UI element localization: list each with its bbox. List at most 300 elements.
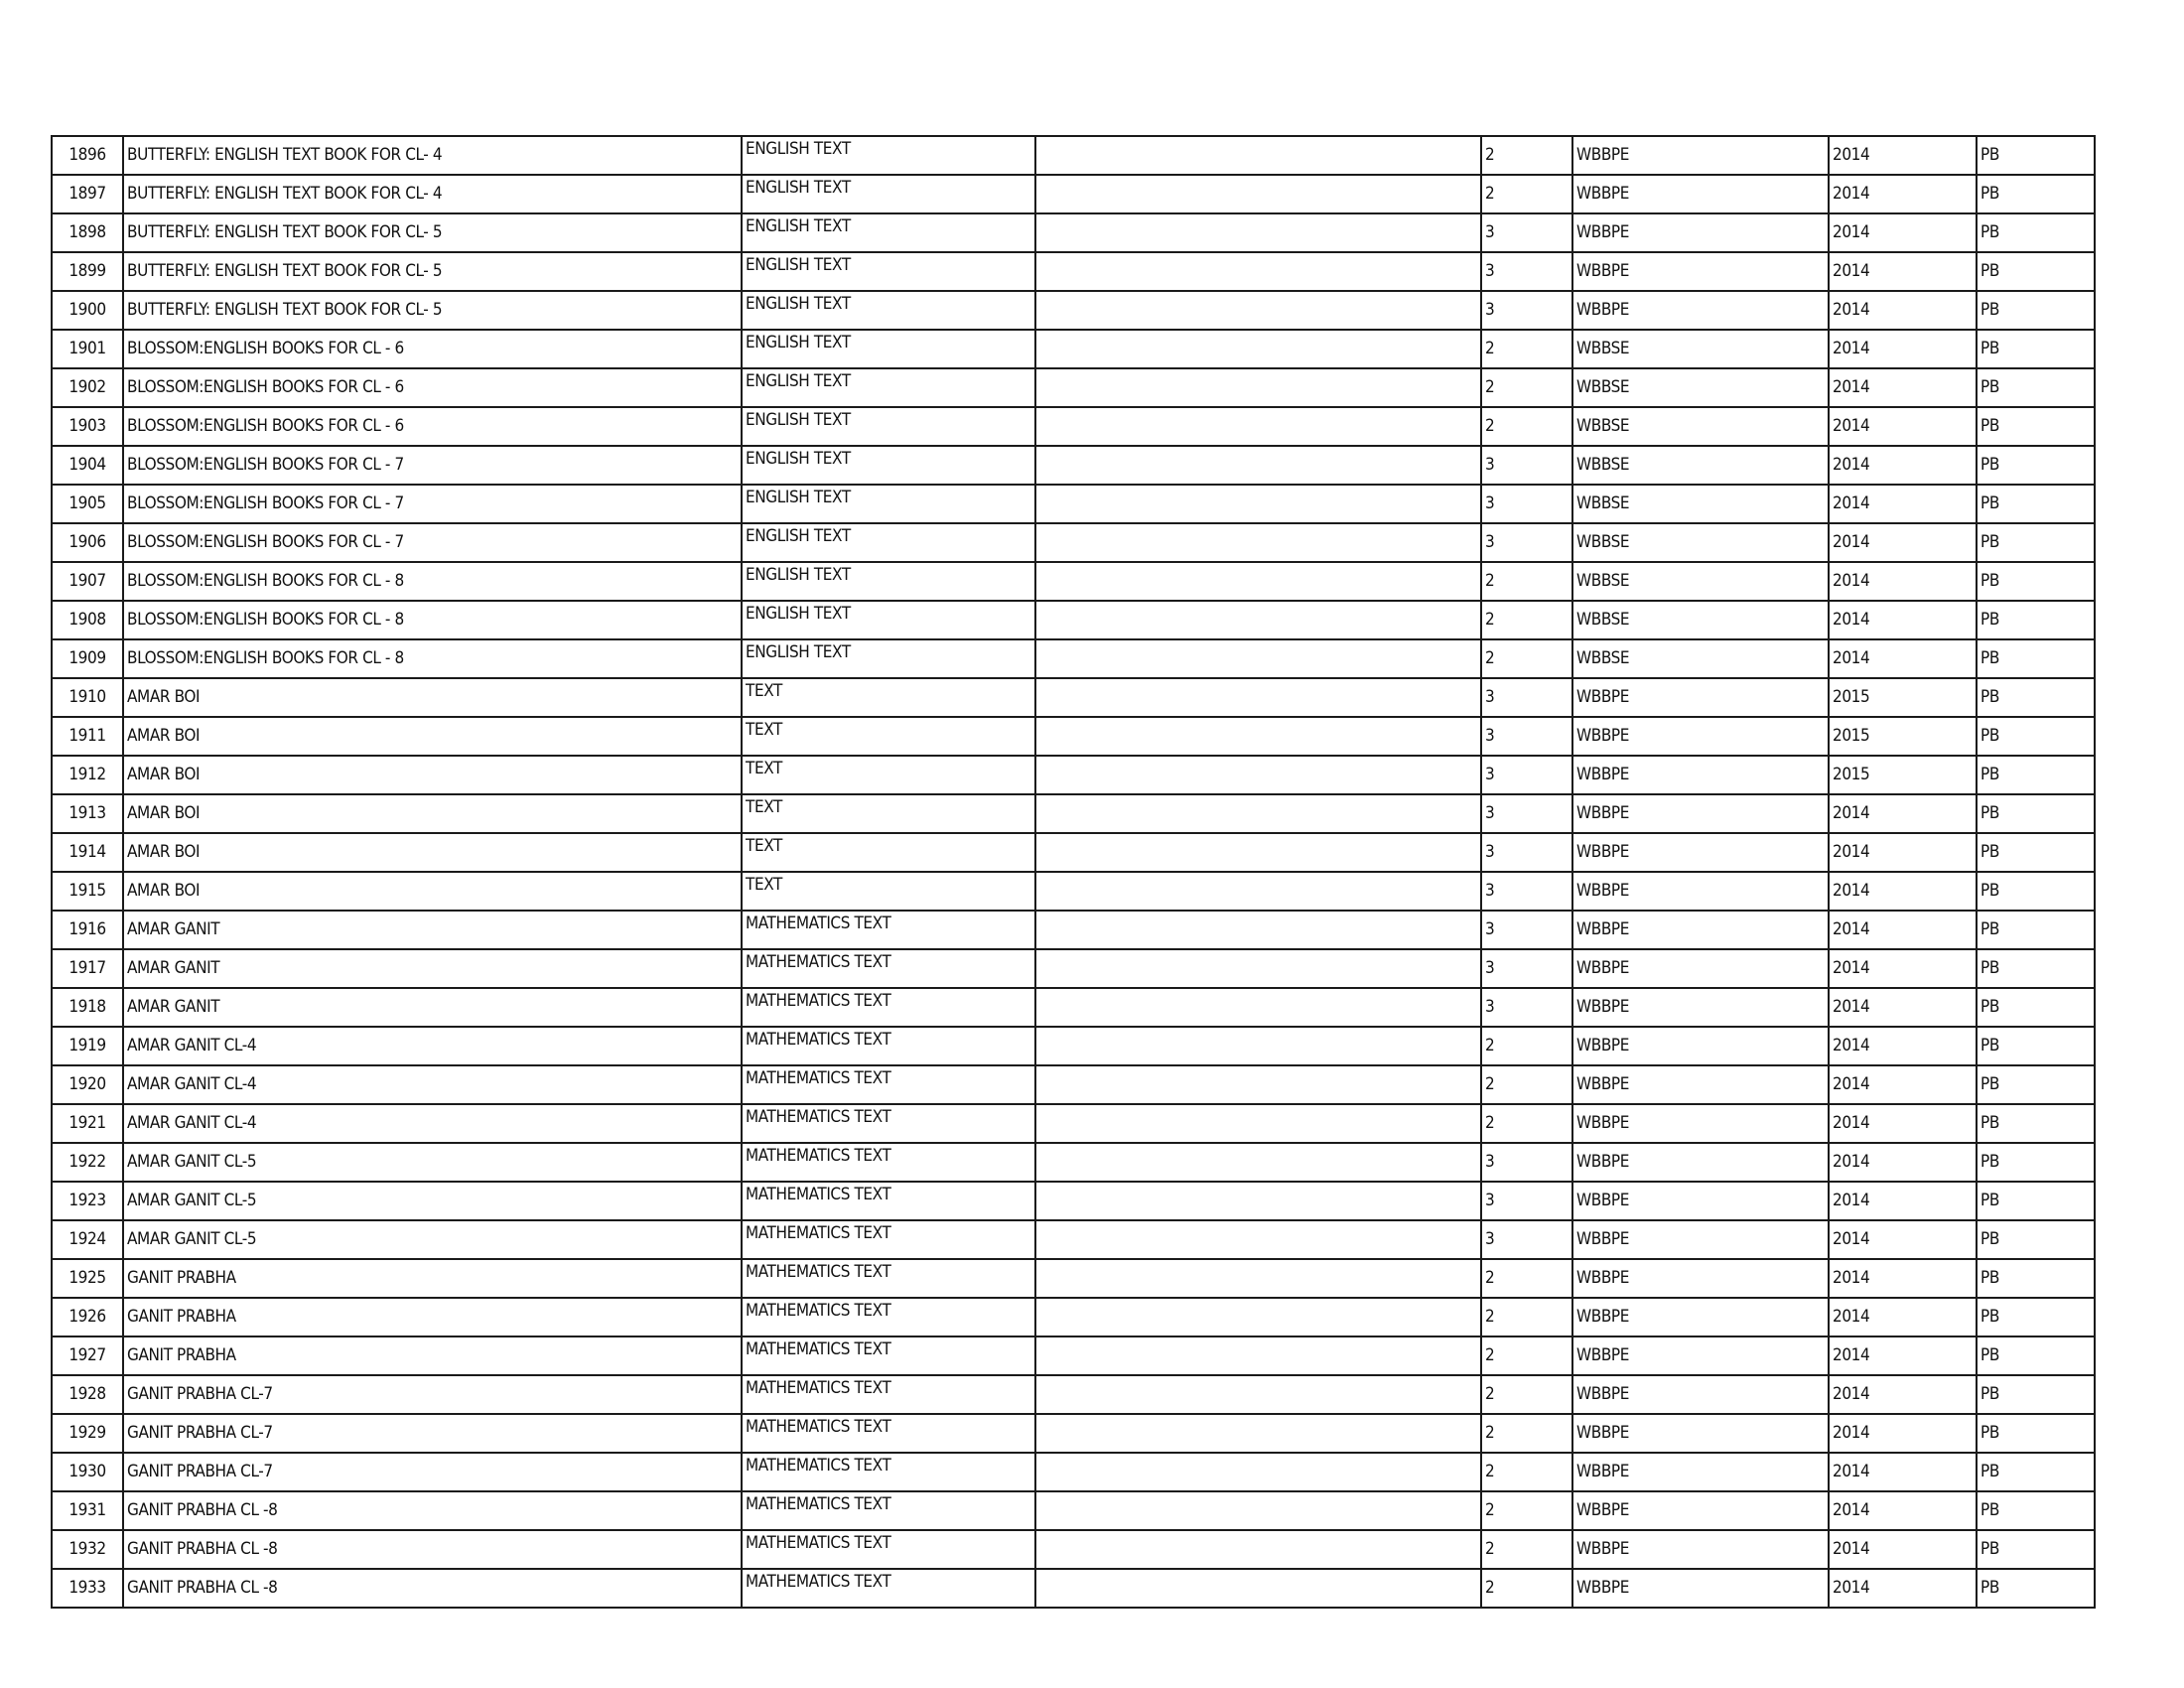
category-cell: MATHEMATICS TEXT xyxy=(742,949,1035,988)
copies-cell: 2 xyxy=(1481,1530,1572,1569)
publisher-cell: WBBPE xyxy=(1572,988,1829,1027)
title-cell: BLOSSOM:ENGLISH BOOKS FOR CL - 6 xyxy=(123,330,742,368)
category-cell: MATHEMATICS TEXT xyxy=(742,1375,1035,1414)
author-cell xyxy=(1035,291,1481,330)
table-row xyxy=(52,949,2095,988)
category-cell: TEXT xyxy=(742,872,1035,911)
binding-cell: PB xyxy=(1977,562,2095,601)
category-cell: TEXT xyxy=(742,794,1035,833)
title-cell: AMAR BOI xyxy=(123,756,742,794)
binding-cell: PB xyxy=(1977,833,2095,872)
copies-cell: 2 xyxy=(1481,1453,1572,1491)
title-cell: AMAR GANIT CL-4 xyxy=(123,1065,742,1104)
serial-number-cell: 1904 xyxy=(52,446,123,485)
table-row xyxy=(52,639,2095,678)
author-cell xyxy=(1035,1259,1481,1298)
author-cell xyxy=(1035,562,1481,601)
author-cell xyxy=(1035,1027,1481,1065)
category-cell: MATHEMATICS TEXT xyxy=(742,988,1035,1027)
binding-cell: PB xyxy=(1977,678,2095,717)
author-cell xyxy=(1035,175,1481,213)
author-cell xyxy=(1035,1569,1481,1608)
serial-number-cell: 1918 xyxy=(52,988,123,1027)
serial-number-cell: 1922 xyxy=(52,1143,123,1182)
publisher-cell: WBBPE xyxy=(1572,949,1829,988)
author-cell xyxy=(1035,717,1481,756)
serial-number-cell: 1901 xyxy=(52,330,123,368)
copies-cell: 3 xyxy=(1481,872,1572,911)
binding-cell: PB xyxy=(1977,1143,2095,1182)
author-cell xyxy=(1035,756,1481,794)
category-cell: MATHEMATICS TEXT xyxy=(742,1065,1035,1104)
serial-number-cell: 1933 xyxy=(52,1569,123,1608)
serial-number-cell: 1900 xyxy=(52,291,123,330)
year-cell: 2014 xyxy=(1829,794,1977,833)
table-row xyxy=(52,1375,2095,1414)
binding-cell: PB xyxy=(1977,330,2095,368)
title-cell: BLOSSOM:ENGLISH BOOKS FOR CL - 7 xyxy=(123,485,742,523)
category-cell: ENGLISH TEXT xyxy=(742,291,1035,330)
title-cell: BUTTERFLY: ENGLISH TEXT BOOK FOR CL- 4 xyxy=(123,136,742,175)
year-cell: 2014 xyxy=(1829,291,1977,330)
copies-cell: 2 xyxy=(1481,330,1572,368)
serial-number-cell: 1897 xyxy=(52,175,123,213)
publisher-cell: WBBPE xyxy=(1572,1491,1829,1530)
serial-number-cell: 1923 xyxy=(52,1182,123,1220)
year-cell: 2014 xyxy=(1829,872,1977,911)
category-cell: MATHEMATICS TEXT xyxy=(742,1414,1035,1453)
serial-number-cell: 1906 xyxy=(52,523,123,562)
year-cell: 2014 xyxy=(1829,368,1977,407)
copies-cell: 3 xyxy=(1481,213,1572,252)
title-cell: AMAR BOI xyxy=(123,872,742,911)
table-row xyxy=(52,407,2095,446)
year-cell: 2014 xyxy=(1829,485,1977,523)
serial-number-cell: 1925 xyxy=(52,1259,123,1298)
publisher-cell: WBBPE xyxy=(1572,872,1829,911)
category-cell: MATHEMATICS TEXT xyxy=(742,1453,1035,1491)
title-cell: AMAR BOI xyxy=(123,717,742,756)
binding-cell: PB xyxy=(1977,794,2095,833)
publisher-cell: WBBPE xyxy=(1572,1298,1829,1336)
publisher-cell: WBBSE xyxy=(1572,446,1829,485)
year-cell: 2014 xyxy=(1829,1336,1977,1375)
publisher-cell: WBBSE xyxy=(1572,330,1829,368)
serial-number-cell: 1927 xyxy=(52,1336,123,1375)
year-cell: 2014 xyxy=(1829,1453,1977,1491)
publisher-cell: WBBPE xyxy=(1572,717,1829,756)
title-cell: AMAR BOI xyxy=(123,833,742,872)
table-row xyxy=(52,1143,2095,1182)
copies-cell: 2 xyxy=(1481,1027,1572,1065)
binding-cell: PB xyxy=(1977,446,2095,485)
author-cell xyxy=(1035,1453,1481,1491)
copies-cell: 2 xyxy=(1481,1336,1572,1375)
copies-cell: 2 xyxy=(1481,368,1572,407)
copies-cell: 2 xyxy=(1481,1065,1572,1104)
copies-cell: 3 xyxy=(1481,678,1572,717)
serial-number-cell: 1920 xyxy=(52,1065,123,1104)
publisher-cell: WBBPE xyxy=(1572,833,1829,872)
category-cell: TEXT xyxy=(742,756,1035,794)
author-cell xyxy=(1035,1220,1481,1259)
category-cell: MATHEMATICS TEXT xyxy=(742,1530,1035,1569)
year-cell: 2015 xyxy=(1829,717,1977,756)
title-cell: AMAR GANIT CL-4 xyxy=(123,1027,742,1065)
binding-cell: PB xyxy=(1977,872,2095,911)
serial-number-cell: 1916 xyxy=(52,911,123,949)
year-cell: 2014 xyxy=(1829,1182,1977,1220)
table-row xyxy=(52,1336,2095,1375)
year-cell: 2014 xyxy=(1829,1375,1977,1414)
title-cell: GANIT PRABHA CL-7 xyxy=(123,1375,742,1414)
year-cell: 2014 xyxy=(1829,988,1977,1027)
publisher-cell: WBBPE xyxy=(1572,1453,1829,1491)
title-cell: AMAR GANIT xyxy=(123,988,742,1027)
serial-number-cell: 1921 xyxy=(52,1104,123,1143)
serial-number-cell: 1915 xyxy=(52,872,123,911)
publisher-cell: WBBPE xyxy=(1572,678,1829,717)
title-cell: BUTTERFLY: ENGLISH TEXT BOOK FOR CL- 5 xyxy=(123,213,742,252)
title-cell: AMAR GANIT xyxy=(123,949,742,988)
serial-number-cell: 1903 xyxy=(52,407,123,446)
publisher-cell: WBBPE xyxy=(1572,1375,1829,1414)
category-cell: TEXT xyxy=(742,717,1035,756)
publisher-cell: WBBSE xyxy=(1572,485,1829,523)
title-cell: AMAR GANIT xyxy=(123,911,742,949)
copies-cell: 3 xyxy=(1481,988,1572,1027)
author-cell xyxy=(1035,678,1481,717)
table-row xyxy=(52,291,2095,330)
binding-cell: PB xyxy=(1977,949,2095,988)
copies-cell: 2 xyxy=(1481,1569,1572,1608)
year-cell: 2014 xyxy=(1829,601,1977,639)
table-row xyxy=(52,1569,2095,1608)
binding-cell: PB xyxy=(1977,213,2095,252)
author-cell xyxy=(1035,1336,1481,1375)
publisher-cell: WBBPE xyxy=(1572,1336,1829,1375)
binding-cell: PB xyxy=(1977,911,2095,949)
year-cell: 2014 xyxy=(1829,1027,1977,1065)
year-cell: 2015 xyxy=(1829,756,1977,794)
binding-cell: PB xyxy=(1977,988,2095,1027)
table-row xyxy=(52,523,2095,562)
category-cell: MATHEMATICS TEXT xyxy=(742,1143,1035,1182)
year-cell: 2014 xyxy=(1829,446,1977,485)
publisher-cell: WBBSE xyxy=(1572,562,1829,601)
category-cell: ENGLISH TEXT xyxy=(742,368,1035,407)
author-cell xyxy=(1035,136,1481,175)
binding-cell: PB xyxy=(1977,1027,2095,1065)
serial-number-cell: 1902 xyxy=(52,368,123,407)
title-cell: BLOSSOM:ENGLISH BOOKS FOR CL - 6 xyxy=(123,407,742,446)
title-cell: BUTTERFLY: ENGLISH TEXT BOOK FOR CL- 5 xyxy=(123,291,742,330)
table-row xyxy=(52,1298,2095,1336)
publisher-cell: WBBSE xyxy=(1572,407,1829,446)
year-cell: 2014 xyxy=(1829,1414,1977,1453)
table-row xyxy=(52,1220,2095,1259)
serial-number-cell: 1913 xyxy=(52,794,123,833)
serial-number-cell: 1908 xyxy=(52,601,123,639)
title-cell: AMAR BOI xyxy=(123,794,742,833)
author-cell xyxy=(1035,1375,1481,1414)
category-cell: ENGLISH TEXT xyxy=(742,485,1035,523)
author-cell xyxy=(1035,330,1481,368)
year-cell: 2014 xyxy=(1829,136,1977,175)
binding-cell: PB xyxy=(1977,1375,2095,1414)
title-cell: BLOSSOM:ENGLISH BOOKS FOR CL - 8 xyxy=(123,601,742,639)
title-cell: GANIT PRABHA xyxy=(123,1336,742,1375)
table-row xyxy=(52,872,2095,911)
copies-cell: 3 xyxy=(1481,1143,1572,1182)
copies-cell: 2 xyxy=(1481,1104,1572,1143)
publisher-cell: WBBPE xyxy=(1572,794,1829,833)
category-cell: ENGLISH TEXT xyxy=(742,252,1035,291)
binding-cell: PB xyxy=(1977,1298,2095,1336)
copies-cell: 3 xyxy=(1481,756,1572,794)
copies-cell: 2 xyxy=(1481,562,1572,601)
year-cell: 2014 xyxy=(1829,175,1977,213)
binding-cell: PB xyxy=(1977,252,2095,291)
year-cell: 2014 xyxy=(1829,213,1977,252)
table-row xyxy=(52,601,2095,639)
author-cell xyxy=(1035,252,1481,291)
binding-cell: PB xyxy=(1977,1220,2095,1259)
year-cell: 2014 xyxy=(1829,330,1977,368)
author-cell xyxy=(1035,1143,1481,1182)
category-cell: MATHEMATICS TEXT xyxy=(742,911,1035,949)
table-row xyxy=(52,485,2095,523)
author-cell xyxy=(1035,601,1481,639)
author-cell xyxy=(1035,446,1481,485)
author-cell xyxy=(1035,485,1481,523)
year-cell: 2015 xyxy=(1829,678,1977,717)
binding-cell: PB xyxy=(1977,523,2095,562)
copies-cell: 2 xyxy=(1481,136,1572,175)
author-cell xyxy=(1035,794,1481,833)
author-cell xyxy=(1035,1491,1481,1530)
binding-cell: PB xyxy=(1977,1530,2095,1569)
binding-cell: PB xyxy=(1977,136,2095,175)
table-row xyxy=(52,252,2095,291)
publisher-cell: WBBPE xyxy=(1572,136,1829,175)
copies-cell: 2 xyxy=(1481,1491,1572,1530)
category-cell: TEXT xyxy=(742,678,1035,717)
category-cell: MATHEMATICS TEXT xyxy=(742,1104,1035,1143)
binding-cell: PB xyxy=(1977,1182,2095,1220)
author-cell xyxy=(1035,872,1481,911)
serial-number-cell: 1914 xyxy=(52,833,123,872)
binding-cell: PB xyxy=(1977,639,2095,678)
binding-cell: PB xyxy=(1977,601,2095,639)
title-cell: BUTTERFLY: ENGLISH TEXT BOOK FOR CL- 5 xyxy=(123,252,742,291)
copies-cell: 3 xyxy=(1481,911,1572,949)
publisher-cell: WBBPE xyxy=(1572,1530,1829,1569)
copies-cell: 2 xyxy=(1481,1259,1572,1298)
serial-number-cell: 1909 xyxy=(52,639,123,678)
serial-number-cell: 1912 xyxy=(52,756,123,794)
table-row xyxy=(52,988,2095,1027)
publisher-cell: WBBPE xyxy=(1572,911,1829,949)
publisher-cell: WBBPE xyxy=(1572,1065,1829,1104)
copies-cell: 2 xyxy=(1481,601,1572,639)
year-cell: 2014 xyxy=(1829,1065,1977,1104)
binding-cell: PB xyxy=(1977,1569,2095,1608)
author-cell xyxy=(1035,1298,1481,1336)
publisher-cell: WBBPE xyxy=(1572,1414,1829,1453)
title-cell: AMAR GANIT CL-5 xyxy=(123,1143,742,1182)
publisher-cell: WBBSE xyxy=(1572,368,1829,407)
title-cell: GANIT PRABHA CL -8 xyxy=(123,1530,742,1569)
binding-cell: PB xyxy=(1977,1259,2095,1298)
copies-cell: 3 xyxy=(1481,833,1572,872)
copies-cell: 3 xyxy=(1481,252,1572,291)
title-cell: GANIT PRABHA CL -8 xyxy=(123,1569,742,1608)
copies-cell: 2 xyxy=(1481,175,1572,213)
binding-cell: PB xyxy=(1977,1414,2095,1453)
author-cell xyxy=(1035,988,1481,1027)
copies-cell: 3 xyxy=(1481,291,1572,330)
publisher-cell: WBBPE xyxy=(1572,175,1829,213)
serial-number-cell: 1928 xyxy=(52,1375,123,1414)
binding-cell: PB xyxy=(1977,485,2095,523)
publisher-cell: WBBSE xyxy=(1572,601,1829,639)
table-row xyxy=(52,1491,2095,1530)
serial-number-cell: 1898 xyxy=(52,213,123,252)
year-cell: 2014 xyxy=(1829,1104,1977,1143)
category-cell: MATHEMATICS TEXT xyxy=(742,1336,1035,1375)
binding-cell: PB xyxy=(1977,1065,2095,1104)
category-cell: MATHEMATICS TEXT xyxy=(742,1182,1035,1220)
author-cell xyxy=(1035,523,1481,562)
copies-cell: 2 xyxy=(1481,1298,1572,1336)
serial-number-cell: 1899 xyxy=(52,252,123,291)
title-cell: BLOSSOM:ENGLISH BOOKS FOR CL - 8 xyxy=(123,562,742,601)
book-catalog-table xyxy=(51,135,2096,1609)
year-cell: 2014 xyxy=(1829,639,1977,678)
publisher-cell: WBBPE xyxy=(1572,1104,1829,1143)
table-row xyxy=(52,562,2095,601)
author-cell xyxy=(1035,407,1481,446)
category-cell: ENGLISH TEXT xyxy=(742,523,1035,562)
author-cell xyxy=(1035,911,1481,949)
copies-cell: 2 xyxy=(1481,639,1572,678)
title-cell: GANIT PRABHA CL-7 xyxy=(123,1414,742,1453)
publisher-cell: WBBPE xyxy=(1572,1182,1829,1220)
category-cell: MATHEMATICS TEXT xyxy=(742,1027,1035,1065)
binding-cell: PB xyxy=(1977,756,2095,794)
binding-cell: PB xyxy=(1977,1453,2095,1491)
serial-number-cell: 1911 xyxy=(52,717,123,756)
year-cell: 2014 xyxy=(1829,911,1977,949)
author-cell xyxy=(1035,639,1481,678)
copies-cell: 2 xyxy=(1481,407,1572,446)
binding-cell: PB xyxy=(1977,1336,2095,1375)
category-cell: TEXT xyxy=(742,833,1035,872)
serial-number-cell: 1919 xyxy=(52,1027,123,1065)
title-cell: AMAR BOI xyxy=(123,678,742,717)
binding-cell: PB xyxy=(1977,368,2095,407)
category-cell: ENGLISH TEXT xyxy=(742,562,1035,601)
category-cell: MATHEMATICS TEXT xyxy=(742,1259,1035,1298)
author-cell xyxy=(1035,368,1481,407)
year-cell: 2014 xyxy=(1829,1259,1977,1298)
copies-cell: 2 xyxy=(1481,1375,1572,1414)
binding-cell: PB xyxy=(1977,717,2095,756)
year-cell: 2014 xyxy=(1829,833,1977,872)
serial-number-cell: 1930 xyxy=(52,1453,123,1491)
year-cell: 2014 xyxy=(1829,523,1977,562)
year-cell: 2014 xyxy=(1829,1491,1977,1530)
table-row xyxy=(52,1453,2095,1491)
year-cell: 2014 xyxy=(1829,1530,1977,1569)
author-cell xyxy=(1035,949,1481,988)
title-cell: GANIT PRABHA CL -8 xyxy=(123,1491,742,1530)
table-row xyxy=(52,1065,2095,1104)
serial-number-cell: 1926 xyxy=(52,1298,123,1336)
table-row xyxy=(52,1182,2095,1220)
publisher-cell: WBBPE xyxy=(1572,291,1829,330)
binding-cell: PB xyxy=(1977,1104,2095,1143)
category-cell: ENGLISH TEXT xyxy=(742,639,1035,678)
publisher-cell: WBBSE xyxy=(1572,639,1829,678)
category-cell: MATHEMATICS TEXT xyxy=(742,1569,1035,1608)
year-cell: 2014 xyxy=(1829,1298,1977,1336)
copies-cell: 3 xyxy=(1481,523,1572,562)
copies-cell: 3 xyxy=(1481,717,1572,756)
table-row xyxy=(52,833,2095,872)
serial-number-cell: 1905 xyxy=(52,485,123,523)
serial-number-cell: 1896 xyxy=(52,136,123,175)
year-cell: 2014 xyxy=(1829,1569,1977,1608)
copies-cell: 3 xyxy=(1481,485,1572,523)
copies-cell: 3 xyxy=(1481,1182,1572,1220)
category-cell: ENGLISH TEXT xyxy=(742,175,1035,213)
category-cell: ENGLISH TEXT xyxy=(742,601,1035,639)
year-cell: 2014 xyxy=(1829,949,1977,988)
category-cell: ENGLISH TEXT xyxy=(742,330,1035,368)
title-cell: BLOSSOM:ENGLISH BOOKS FOR CL - 6 xyxy=(123,368,742,407)
table-row xyxy=(52,175,2095,213)
table-row xyxy=(52,1259,2095,1298)
publisher-cell: WBBPE xyxy=(1572,213,1829,252)
table-row xyxy=(52,446,2095,485)
title-cell: GANIT PRABHA CL-7 xyxy=(123,1453,742,1491)
category-cell: ENGLISH TEXT xyxy=(742,213,1035,252)
publisher-cell: WBBPE xyxy=(1572,1027,1829,1065)
year-cell: 2014 xyxy=(1829,407,1977,446)
serial-number-cell: 1907 xyxy=(52,562,123,601)
serial-number-cell: 1932 xyxy=(52,1530,123,1569)
author-cell xyxy=(1035,1530,1481,1569)
table-row xyxy=(52,330,2095,368)
title-cell: GANIT PRABHA xyxy=(123,1259,742,1298)
table-row xyxy=(52,1027,2095,1065)
table-row xyxy=(52,368,2095,407)
serial-number-cell: 1917 xyxy=(52,949,123,988)
copies-cell: 3 xyxy=(1481,1220,1572,1259)
author-cell xyxy=(1035,833,1481,872)
title-cell: AMAR GANIT CL-5 xyxy=(123,1182,742,1220)
title-cell: AMAR GANIT CL-5 xyxy=(123,1220,742,1259)
title-cell: AMAR GANIT CL-4 xyxy=(123,1104,742,1143)
author-cell xyxy=(1035,1065,1481,1104)
category-cell: ENGLISH TEXT xyxy=(742,446,1035,485)
publisher-cell: WBBPE xyxy=(1572,1259,1829,1298)
publisher-cell: WBBPE xyxy=(1572,252,1829,291)
author-cell xyxy=(1035,1414,1481,1453)
table-row xyxy=(52,1530,2095,1569)
